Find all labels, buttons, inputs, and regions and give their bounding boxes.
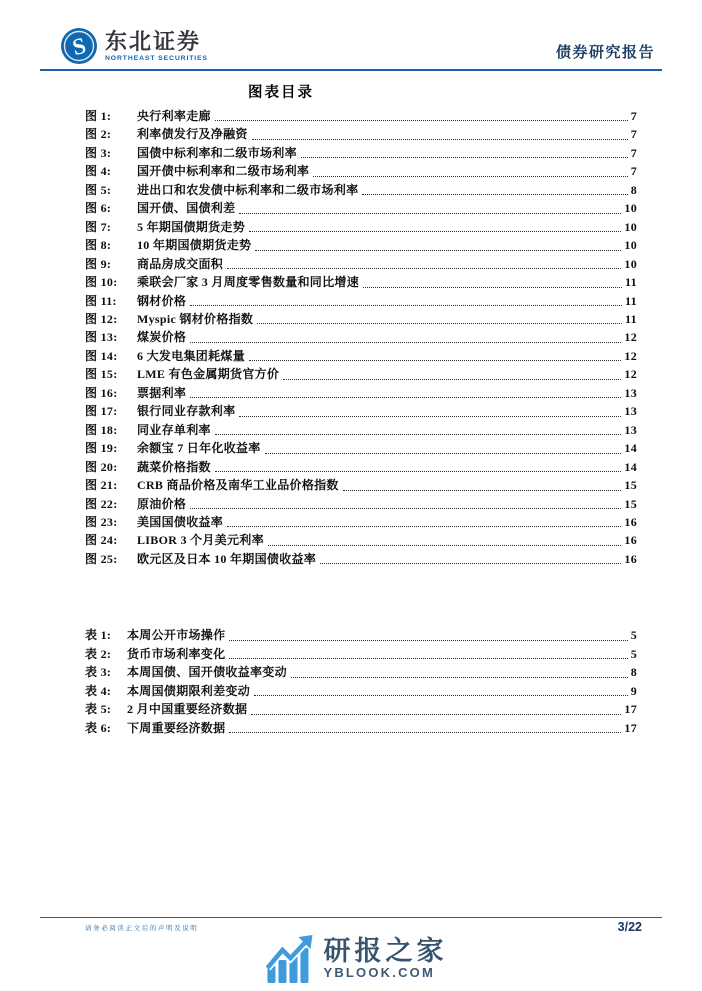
toc-entry-page: 16 — [624, 533, 637, 548]
page-number-indicator: 3/22 — [617, 920, 642, 934]
toc-entry-label: 图 5: — [85, 182, 112, 197]
toc-entry-title: 10 年期国债期货走势 — [137, 238, 252, 253]
dotted-leader — [215, 421, 622, 439]
toc-entry-page: 5 — [630, 628, 637, 643]
toc-entry-label: 图 16: — [85, 385, 118, 400]
toc-entry-title: 国债中标利率和二级市场利率 — [137, 145, 297, 160]
dotted-leader — [252, 125, 628, 143]
toc-entry-page: 13 — [624, 422, 637, 437]
toc-entry-label: 图 9: — [85, 256, 112, 271]
dotted-leader — [215, 107, 628, 125]
toc-row[interactable] — [85, 421, 637, 439]
toc-row[interactable] — [85, 700, 637, 718]
toc-entry-page: 13 — [624, 404, 637, 419]
toc-entry-page: 7 — [630, 109, 637, 123]
brand-logo — [60, 27, 208, 65]
toc-entry-page: 7 — [630, 145, 637, 160]
toc-entry-label: 图 14: — [85, 348, 118, 363]
toc-entry-page: 14 — [624, 459, 637, 474]
toc-row[interactable] — [85, 347, 637, 365]
toc-entry-title: 6 大发电集团耗煤量 — [137, 348, 246, 363]
toc-entry-label: 图 6: — [85, 201, 112, 216]
toc-entry-page: 8 — [630, 182, 637, 197]
toc-row[interactable] — [85, 144, 637, 162]
toc-row[interactable] — [85, 292, 637, 310]
toc-entry-label: 图 11: — [85, 293, 117, 308]
dotted-leader — [283, 365, 621, 383]
toc-entry-title: 5 年期国债期货走势 — [137, 219, 246, 234]
toc-row[interactable] — [85, 273, 637, 291]
toc-entry-label: 图 23: — [85, 514, 118, 529]
footer-disclaimer: 请务必阅读正文后的声明及说明 — [85, 925, 199, 932]
toc-entry-title: 下周重要经济数据 — [127, 720, 226, 735]
dotted-leader — [251, 700, 621, 718]
bar-chart-arrow-icon — [265, 935, 313, 983]
toc-entry-label: 表 4: — [85, 683, 112, 698]
toc-entry-title: 煤炭价格 — [137, 330, 187, 345]
toc-entry-title: 本周公开市场操作 — [127, 628, 226, 643]
toc-entry-title: 同业存单利率 — [137, 422, 211, 437]
dotted-leader — [190, 328, 621, 346]
toc-entry-title: 进出口和农发债中标利率和二级市场利率 — [137, 182, 359, 197]
brand-name-cn: 东北证券 — [105, 29, 202, 54]
toc-entry-page: 10 — [624, 238, 637, 253]
toc-entry-label: 图 15: — [85, 367, 118, 382]
toc-entry-label: 图 21: — [85, 478, 118, 493]
toc-row[interactable] — [85, 402, 637, 420]
northeast-securities-logo-icon — [60, 27, 98, 65]
toc-row[interactable] — [85, 218, 637, 236]
toc-entry-label: 图 7: — [85, 219, 112, 234]
toc-entry-label: 图 1: — [85, 109, 112, 123]
toc-row[interactable] — [85, 107, 637, 125]
toc-entry-title: 银行同业存款利率 — [137, 404, 236, 419]
dotted-leader — [291, 663, 628, 681]
dotted-leader — [320, 550, 621, 568]
toc-entry-label: 图 12: — [85, 311, 118, 326]
toc-row[interactable] — [85, 236, 637, 254]
header-divider — [40, 69, 662, 71]
toc-entry-title: 美国国债收益率 — [137, 514, 224, 529]
toc-entry-label: 图 13: — [85, 330, 118, 345]
svg-text:S: S — [69, 32, 89, 61]
toc-row[interactable] — [85, 365, 637, 383]
dotted-leader — [215, 458, 622, 476]
watermark-site-name: 研报之家 — [323, 936, 448, 966]
brand-name-en: NORTHEAST SECURITIES — [105, 55, 208, 62]
dotted-leader — [227, 513, 621, 531]
toc-row[interactable] — [85, 199, 637, 217]
toc-entry-title: 国开债、国债利差 — [137, 201, 236, 216]
toc-row[interactable] — [85, 255, 637, 273]
toc-row[interactable] — [85, 513, 637, 531]
toc-entry-title: LME 有色金属期货官方价 — [137, 367, 280, 382]
dotted-leader — [363, 273, 622, 291]
toc-entry-label: 图 8: — [85, 238, 112, 253]
toc-entry-title: 央行利率走廊 — [137, 109, 211, 123]
dotted-leader — [255, 236, 621, 254]
toc-entry-page: 8 — [630, 665, 637, 680]
toc-entry-title: 本周国债期限利差变动 — [127, 683, 251, 698]
toc-entry-page: 12 — [624, 330, 637, 345]
toc-entry-page: 12 — [624, 348, 637, 363]
toc-title: 图表目录 — [248, 85, 314, 101]
toc-entry-label: 表 6: — [85, 720, 112, 735]
toc-row[interactable] — [85, 439, 637, 457]
toc-entry-page: 11 — [625, 293, 637, 308]
dotted-leader — [229, 645, 627, 663]
dotted-leader — [268, 531, 622, 549]
toc-row[interactable] — [85, 458, 637, 476]
toc-row[interactable] — [85, 125, 637, 143]
toc-entry-page: 11 — [625, 275, 637, 290]
toc-row[interactable] — [85, 663, 637, 681]
toc-row[interactable] — [85, 181, 637, 199]
toc-entry-label: 图 19: — [85, 441, 118, 456]
toc-row[interactable] — [85, 719, 637, 737]
toc-entry-label: 图 20: — [85, 459, 118, 474]
dotted-leader — [229, 719, 621, 737]
dotted-leader — [227, 255, 621, 273]
toc-entry-title: Myspic 钢材价格指数 — [137, 311, 254, 326]
dotted-leader — [257, 310, 622, 328]
toc-entry-page: 15 — [624, 478, 637, 493]
toc-entry-label: 图 18: — [85, 422, 118, 437]
toc-entry-title: 国开债中标利率和二级市场利率 — [137, 164, 310, 179]
toc-entry-label: 图 17: — [85, 404, 118, 419]
toc-entry-page: 10 — [624, 219, 637, 234]
toc-row[interactable] — [85, 645, 637, 663]
toc-entry-label: 表 2: — [85, 646, 112, 661]
toc-row[interactable] — [85, 310, 637, 328]
toc-entry-title: 本周国债、国开债收益率变动 — [127, 665, 287, 680]
footer-divider — [40, 917, 662, 918]
toc-entry-title: 票据利率 — [137, 385, 187, 400]
toc-entry-title: 蔬菜价格指数 — [137, 459, 211, 474]
toc-entry-page: 7 — [630, 164, 637, 179]
dotted-leader — [313, 162, 627, 180]
toc-row[interactable] — [85, 550, 637, 568]
dotted-leader — [229, 626, 627, 644]
toc-entry-label: 表 1: — [85, 628, 112, 643]
toc-entry-label: 图 25: — [85, 551, 118, 566]
toc-entry-title: CRB 商品价格及南华工业品价格指数 — [137, 478, 339, 493]
toc-entry-label: 表 3: — [85, 665, 112, 680]
toc-entry-page: 9 — [630, 683, 637, 698]
toc-row[interactable] — [85, 328, 637, 346]
toc-row[interactable] — [85, 495, 637, 513]
dotted-leader — [190, 495, 621, 513]
toc-row[interactable] — [85, 162, 637, 180]
dotted-leader — [239, 199, 621, 217]
toc-entry-page: 7 — [630, 127, 637, 142]
toc-row[interactable] — [85, 476, 637, 494]
dotted-leader — [190, 384, 621, 402]
toc-entry-title: 商品房成交面积 — [137, 256, 224, 271]
toc-entry-title: 2 月中国重要经济数据 — [127, 702, 248, 717]
toc-section — [85, 81, 637, 737]
toc-entry-page: 13 — [624, 385, 637, 400]
page-header — [60, 27, 655, 65]
toc-entry-page: 5 — [630, 646, 637, 661]
toc-entry-label: 图 3: — [85, 145, 112, 160]
dotted-leader — [190, 292, 622, 310]
watermark — [265, 935, 447, 983]
toc-entry-page: 11 — [625, 311, 637, 326]
dotted-leader — [343, 476, 622, 494]
toc-entry-title: 原油价格 — [137, 496, 187, 511]
toc-entry-page: 12 — [624, 367, 637, 382]
toc-row[interactable] — [85, 531, 637, 549]
toc-entry-page: 10 — [624, 256, 637, 271]
report-type-label: 债券研究报告 — [555, 45, 655, 61]
toc-entry-page: 16 — [624, 551, 637, 566]
toc-entry-label: 图 22: — [85, 496, 118, 511]
toc-entry-page: 16 — [624, 514, 637, 529]
tables-toc-list — [85, 626, 637, 737]
dotted-leader — [265, 439, 622, 457]
toc-entry-label: 图 10: — [85, 275, 118, 290]
toc-entry-label: 图 24: — [85, 533, 118, 548]
toc-entry-title: 乘联会厂家 3 月周度零售数量和同比增速 — [137, 275, 360, 290]
toc-entry-label: 图 2: — [85, 127, 112, 142]
toc-entry-title: 货币市场利率变化 — [127, 646, 226, 661]
dotted-leader — [249, 347, 621, 365]
toc-entry-page: 10 — [624, 201, 637, 216]
dotted-leader — [254, 682, 628, 700]
page-footer — [85, 920, 642, 934]
figures-toc-list — [85, 107, 637, 568]
dotted-leader — [362, 181, 627, 199]
toc-row[interactable] — [85, 626, 637, 644]
toc-entry-label: 图 4: — [85, 164, 112, 179]
dotted-leader — [239, 402, 621, 420]
toc-entry-label: 表 5: — [85, 702, 112, 717]
toc-row[interactable] — [85, 682, 637, 700]
dotted-leader — [249, 218, 621, 236]
toc-row[interactable] — [85, 384, 637, 402]
dotted-leader — [301, 144, 628, 162]
toc-entry-page: 17 — [624, 702, 637, 717]
toc-entry-page: 17 — [624, 720, 637, 735]
toc-entry-title: LIBOR 3 个月美元利率 — [137, 533, 264, 548]
toc-entry-title: 欧元区及日本 10 年期国债收益率 — [137, 551, 317, 566]
toc-entry-title: 钢材价格 — [137, 293, 187, 308]
toc-entry-title: 利率债发行及净融资 — [137, 127, 248, 142]
toc-entry-page: 15 — [624, 496, 637, 511]
toc-entry-page: 14 — [624, 441, 637, 456]
watermark-site-domain: YBLOOK.COM — [323, 965, 436, 980]
toc-entry-title: 余额宝 7 日年化收益率 — [137, 441, 261, 456]
